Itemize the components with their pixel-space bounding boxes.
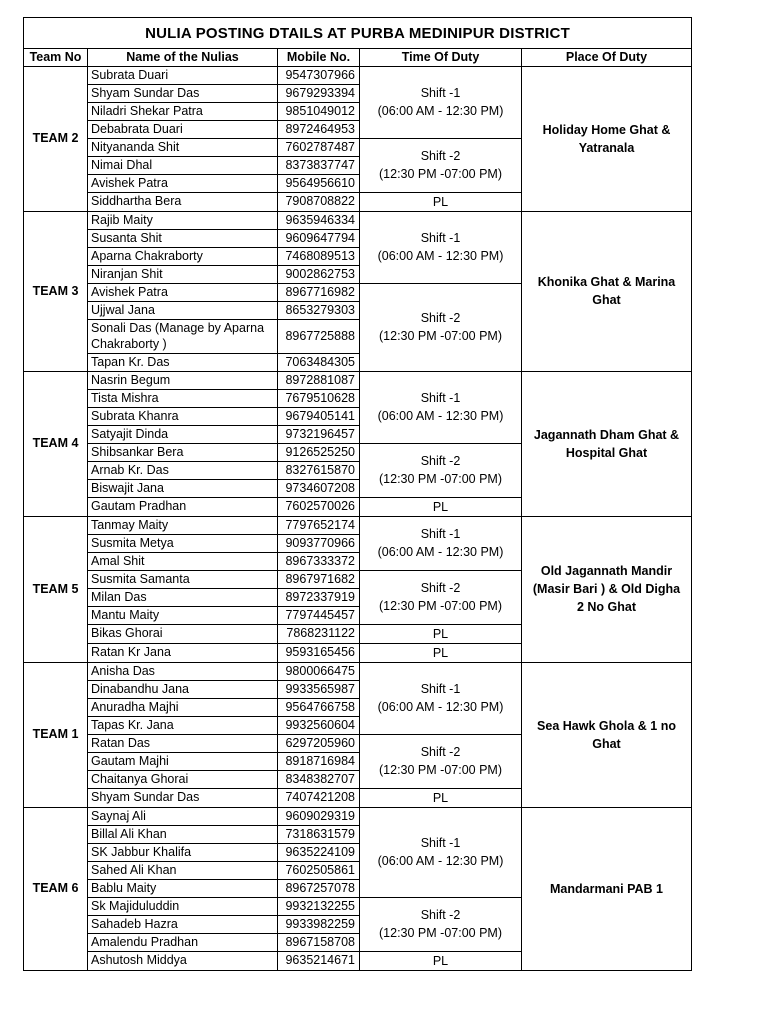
time-of-duty: [360, 662, 522, 734]
shift-label: PL: [432, 194, 449, 209]
mobile-number: 9635946334: [278, 211, 360, 229]
nulia-name: Susanta Shit: [88, 229, 278, 247]
mobile-number: 8967971682: [278, 570, 360, 588]
nulia-name: Susmita Metya: [88, 534, 278, 552]
shift-time: (12:30 PM -07:00 PM): [379, 167, 502, 182]
mobile-number: 9564956610: [278, 174, 360, 192]
nulia-name: Shyam Sundar Das: [88, 788, 278, 807]
nulia-posting-table: [23, 17, 692, 971]
shift-time: (06:00 AM - 12:30 PM): [377, 104, 504, 119]
mobile-number: 9609647794: [278, 229, 360, 247]
mobile-number: 8967257078: [278, 879, 360, 897]
mobile-number: 7602787487: [278, 138, 360, 156]
mobile-number: 9547307966: [278, 66, 360, 84]
nulia-name: Niranjan Shit: [88, 265, 278, 283]
mobile-number: 9593165456: [278, 643, 360, 662]
mobile-number: 7868231122: [278, 624, 360, 643]
shift-time: (12:30 PM -07:00 PM): [379, 329, 502, 344]
place-of-duty: Khonika Ghat & Marina Ghat: [522, 211, 692, 371]
team-number: TEAM 2: [24, 66, 88, 211]
shift-time: (06:00 AM - 12:30 PM): [377, 249, 504, 264]
mobile-number: 9002862753: [278, 265, 360, 283]
mobile-number: 8348382707: [278, 770, 360, 788]
nulia-name: Anuradha Majhi: [88, 698, 278, 716]
mobile-number: 9932560604: [278, 716, 360, 734]
place-of-duty: Jagannath Dham Ghat & Hospital Ghat: [522, 371, 692, 516]
mobile-number: 9564766758: [278, 698, 360, 716]
nulia-name: Bikas Ghorai: [88, 624, 278, 643]
shift-time: (12:30 PM -07:00 PM): [379, 599, 502, 614]
team-number: TEAM 5: [24, 516, 88, 662]
shift-time: (12:30 PM -07:00 PM): [379, 926, 502, 941]
nulia-name: Subrata Duari: [88, 66, 278, 84]
mobile-number: 8972464953: [278, 120, 360, 138]
time-of-duty: [360, 570, 522, 624]
header-team-no: Team No: [24, 49, 88, 67]
nulia-name: Sahed Ali Khan: [88, 861, 278, 879]
time-of-duty: [360, 624, 522, 643]
shift-label: Shift -1: [420, 527, 461, 542]
nulia-name: Aparna Chakraborty: [88, 247, 278, 265]
mobile-number: 7318631579: [278, 825, 360, 843]
shift-label: Shift -2: [420, 908, 461, 923]
nulia-name: Susmita Samanta: [88, 570, 278, 588]
nulia-name: Nityananda Shit: [88, 138, 278, 156]
nulia-name: Saynaj Ali: [88, 807, 278, 825]
mobile-number: 8653279303: [278, 301, 360, 319]
nulia-name: Tanmay Maity: [88, 516, 278, 534]
nulia-name: Rajib Maity: [88, 211, 278, 229]
mobile-number: 7602505861: [278, 861, 360, 879]
nulia-name: Sahadeb Hazra: [88, 915, 278, 933]
nulia-name: Subrata Khanra: [88, 407, 278, 425]
mobile-number: 9933982259: [278, 915, 360, 933]
nulia-name: Debabrata Duari: [88, 120, 278, 138]
mobile-number: 6297205960: [278, 734, 360, 752]
shift-label: PL: [432, 626, 449, 641]
mobile-number: 8967716982: [278, 283, 360, 301]
team-number: TEAM 6: [24, 807, 88, 970]
nulia-name: Siddhartha Bera: [88, 192, 278, 211]
mobile-number: 8967158708: [278, 933, 360, 951]
nulia-name: Ratan Kr Jana: [88, 643, 278, 662]
time-of-duty: [360, 788, 522, 807]
nulia-name: Tista Mishra: [88, 389, 278, 407]
mobile-number: 8327615870: [278, 461, 360, 479]
table-row: [24, 371, 692, 389]
mobile-number: 9679405141: [278, 407, 360, 425]
time-of-duty: [360, 192, 522, 211]
mobile-number: 9933565987: [278, 680, 360, 698]
time-of-duty: [360, 516, 522, 570]
time-of-duty: [360, 138, 522, 192]
table-row: [24, 211, 692, 229]
table-row: [24, 516, 692, 534]
nulia-name: Sk Majiduluddin: [88, 897, 278, 915]
time-of-duty: [360, 66, 522, 138]
nulia-name: Gautam Pradhan: [88, 497, 278, 516]
mobile-number: 7797652174: [278, 516, 360, 534]
time-of-duty: [360, 371, 522, 443]
place-of-duty: Old Jagannath Mandir (Masir Bari ) & Old Digha 2 No Ghat: [522, 516, 692, 662]
mobile-number: 8972337919: [278, 588, 360, 606]
shift-label: PL: [432, 499, 449, 514]
shift-label: Shift -1: [420, 86, 461, 101]
time-of-duty: [360, 951, 522, 970]
nulia-name: Niladri Shekar Patra: [88, 102, 278, 120]
nulia-name: Nasrin Begum: [88, 371, 278, 389]
shift-time: (06:00 AM - 12:30 PM): [377, 409, 504, 424]
nulia-name: Billal Ali Khan: [88, 825, 278, 843]
header-row: [24, 49, 692, 67]
nulia-name: Avishek Patra: [88, 174, 278, 192]
mobile-number: 9932132255: [278, 897, 360, 915]
time-of-duty: [360, 443, 522, 497]
nulia-name: Ratan Das: [88, 734, 278, 752]
nulia-name: Shibsankar Bera: [88, 443, 278, 461]
time-of-duty: [360, 643, 522, 662]
shift-label: PL: [432, 790, 449, 805]
mobile-number: 9851049012: [278, 102, 360, 120]
mobile-number: 9635224109: [278, 843, 360, 861]
shift-label: Shift -1: [420, 682, 461, 697]
shift-label: Shift -2: [420, 149, 461, 164]
team-number: TEAM 1: [24, 662, 88, 807]
nulia-name: Bablu Maity: [88, 879, 278, 897]
header-name: Name of the Nulias: [88, 49, 278, 67]
team-number: TEAM 4: [24, 371, 88, 516]
nulia-name: Arnab Kr. Das: [88, 461, 278, 479]
nulia-name: Chaitanya Ghorai: [88, 770, 278, 788]
document-title: NULIA POSTING DTAILS AT PURBA MEDINIPUR DISTRICT: [24, 18, 692, 49]
time-of-duty: [360, 734, 522, 788]
mobile-number: 8972881087: [278, 371, 360, 389]
place-of-duty: Holiday Home Ghat & Yatranala: [522, 66, 692, 211]
time-of-duty: [360, 211, 522, 283]
nulia-name: Amalendu Pradhan: [88, 933, 278, 951]
table-body: [24, 66, 692, 970]
nulia-name: Anisha Das: [88, 662, 278, 680]
time-of-duty: [360, 807, 522, 897]
mobile-number: 9093770966: [278, 534, 360, 552]
nulia-name: SK Jabbur Khalifa: [88, 843, 278, 861]
mobile-number: 7908708822: [278, 192, 360, 211]
nulia-name: Ujjwal Jana: [88, 301, 278, 319]
mobile-number: 8967725888: [278, 319, 360, 353]
shift-time: (06:00 AM - 12:30 PM): [377, 700, 504, 715]
header-place-of-duty: Place Of Duty: [522, 49, 692, 67]
shift-label: Shift -2: [420, 581, 461, 596]
place-of-duty: Mandarmani PAB 1: [522, 807, 692, 970]
shift-time: (06:00 AM - 12:30 PM): [377, 854, 504, 869]
place-of-duty: Sea Hawk Ghola & 1 no Ghat: [522, 662, 692, 807]
mobile-number: 8373837747: [278, 156, 360, 174]
nulia-name: Gautam Majhi: [88, 752, 278, 770]
time-of-duty: [360, 283, 522, 371]
header-mobile: Mobile No.: [278, 49, 360, 67]
mobile-number: 7679510628: [278, 389, 360, 407]
mobile-number: 9734607208: [278, 479, 360, 497]
table-row: [24, 66, 692, 84]
shift-time: (12:30 PM -07:00 PM): [379, 472, 502, 487]
mobile-number: 9732196457: [278, 425, 360, 443]
nulia-name: Ashutosh Middya: [88, 951, 278, 970]
nulia-name: Tapas Kr. Jana: [88, 716, 278, 734]
mobile-number: 9635214671: [278, 951, 360, 970]
shift-label: Shift -2: [420, 311, 461, 326]
time-of-duty: [360, 497, 522, 516]
mobile-number: 7407421208: [278, 788, 360, 807]
shift-label: Shift -1: [420, 391, 461, 406]
shift-label: PL: [432, 645, 449, 660]
nulia-name: Mantu Maity: [88, 606, 278, 624]
nulia-name: Sonali Das (Manage by Aparna Chakraborty ): [88, 319, 278, 353]
table-row: [24, 662, 692, 680]
mobile-number: 7602570026: [278, 497, 360, 516]
shift-label: Shift -1: [420, 231, 461, 246]
mobile-number: 7468089513: [278, 247, 360, 265]
nulia-name: Amal Shit: [88, 552, 278, 570]
shift-label: PL: [432, 953, 449, 968]
nulia-name: Avishek Patra: [88, 283, 278, 301]
mobile-number: 8918716984: [278, 752, 360, 770]
shift-time: (12:30 PM -07:00 PM): [379, 763, 502, 778]
nulia-name: Satyajit Dinda: [88, 425, 278, 443]
header-time-of-duty: Time Of Duty: [360, 49, 522, 67]
mobile-number: 9800066475: [278, 662, 360, 680]
nulia-name: Biswajit Jana: [88, 479, 278, 497]
time-of-duty: [360, 897, 522, 951]
nulia-name: Nimai Dhal: [88, 156, 278, 174]
mobile-number: 7797445457: [278, 606, 360, 624]
shift-label: Shift -2: [420, 745, 461, 760]
nulia-name: Tapan Kr. Das: [88, 353, 278, 371]
table-row: [24, 807, 692, 825]
nulia-name: Shyam Sundar Das: [88, 84, 278, 102]
nulia-name: Milan Das: [88, 588, 278, 606]
nulia-name: Dinabandhu Jana: [88, 680, 278, 698]
shift-label: Shift -2: [420, 454, 461, 469]
mobile-number: 8967333372: [278, 552, 360, 570]
mobile-number: 9609029319: [278, 807, 360, 825]
shift-label: Shift -1: [420, 836, 461, 851]
team-number: TEAM 3: [24, 211, 88, 371]
mobile-number: 9126525250: [278, 443, 360, 461]
mobile-number: 9679293394: [278, 84, 360, 102]
mobile-number: 7063484305: [278, 353, 360, 371]
shift-time: (06:00 AM - 12:30 PM): [377, 545, 504, 560]
